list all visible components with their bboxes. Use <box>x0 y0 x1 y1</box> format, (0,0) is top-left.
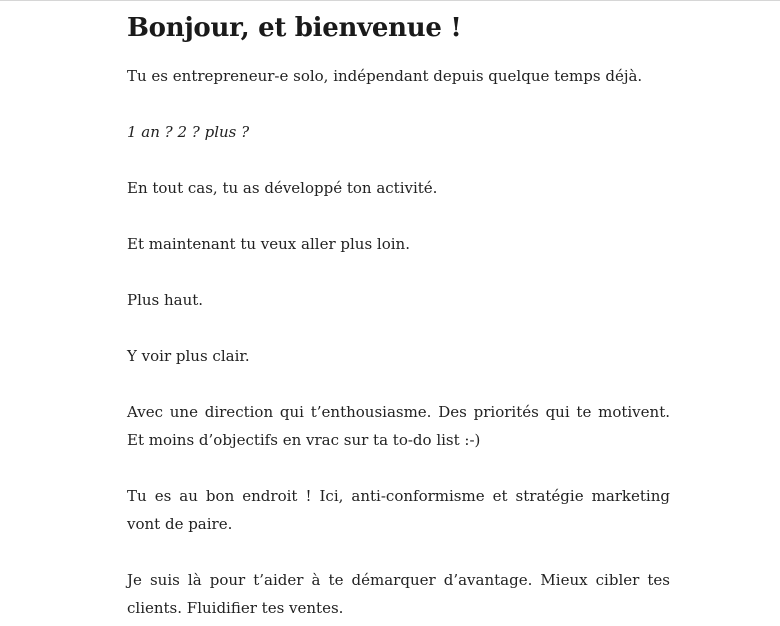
article-content <box>127 10 670 626</box>
paragraph-help: Je suis là pour t’aider à te démarquer d’avantage. Mieux cibler tes clients. Fluidifier tes ventes. <box>127 571 670 617</box>
paragraph-right-place: Tu es au bon endroit ! Ici, anti-conformisme et stratégie marketing vont de paire. <box>127 487 670 533</box>
paragraph-clearer: Y voir plus clair. <box>127 347 250 365</box>
paragraph-direction: Avec une direction qui t’enthousiasme. Des priorités qui te motivent. Et moins d’objectifs en vrac sur ta to-do list :-) <box>127 403 670 449</box>
paragraph-developed: En tout cas, tu as développé ton activité. <box>127 179 438 197</box>
paragraph-duration-question: 1 an ? 2 ? plus ? <box>127 123 250 141</box>
paragraph-higher: Plus haut. <box>127 291 204 309</box>
paragraph-intro: Tu es entrepreneur-e solo, indépendant depuis quelque temps déjà. <box>127 67 643 85</box>
page-title: Bonjour, et bienvenue ! <box>127 13 462 43</box>
paragraph-go-further: Et maintenant tu veux aller plus loin. <box>127 235 410 253</box>
